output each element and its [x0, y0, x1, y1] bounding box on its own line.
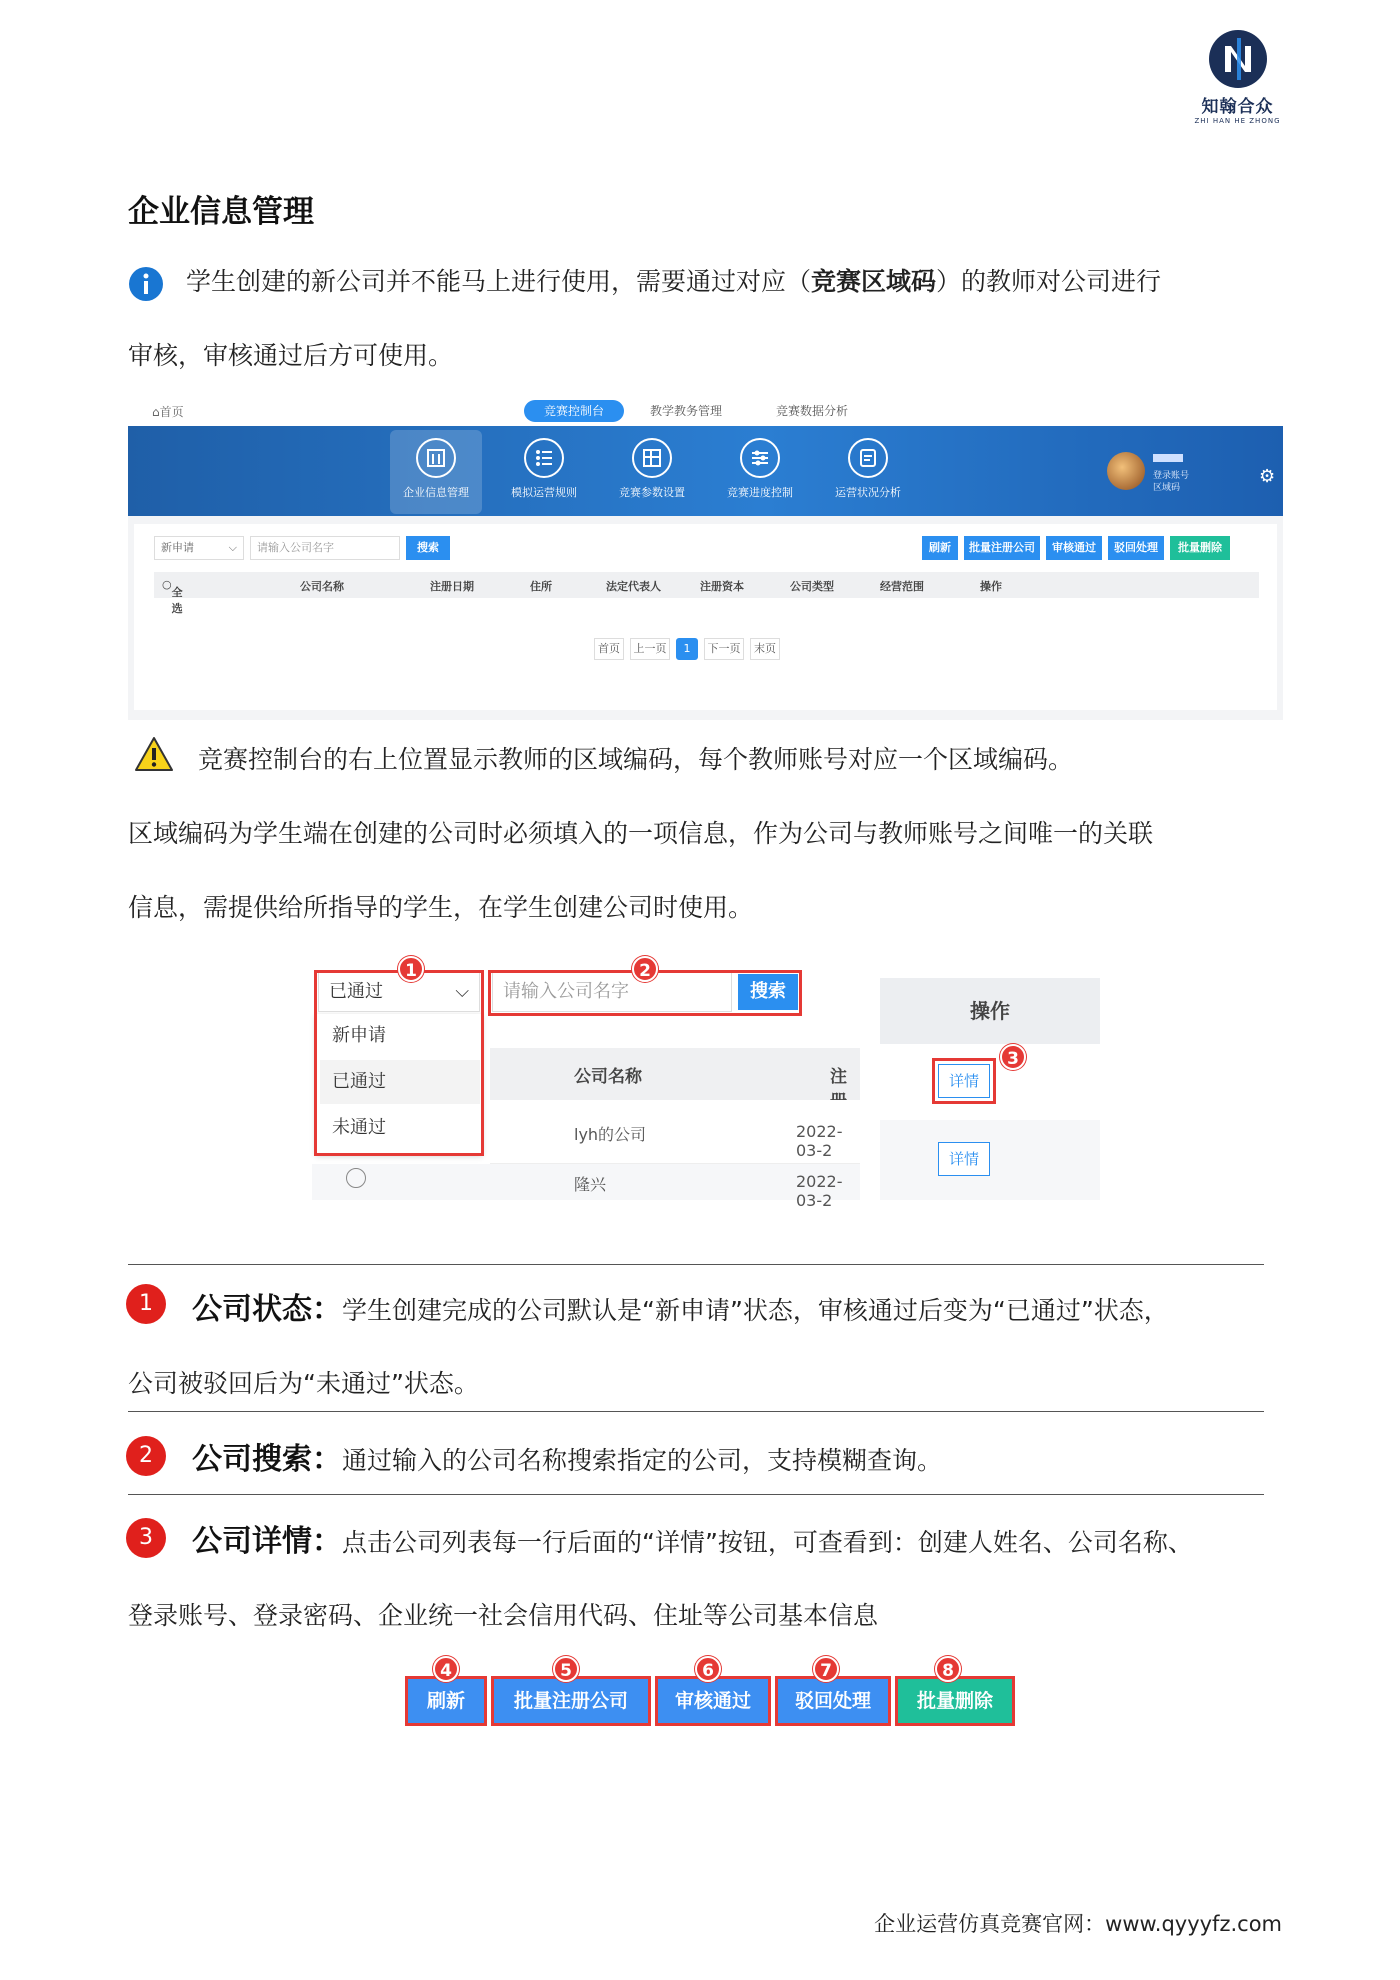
- company-search-input[interactable]: 请输入公司名字: [492, 972, 732, 1012]
- intro-line-1: [186, 264, 1161, 300]
- table-row[interactable]: [490, 1100, 860, 1164]
- teacher-info: [1093, 444, 1263, 498]
- point-number: 3: [126, 1518, 166, 1558]
- select-all-label: 全选: [171, 586, 183, 615]
- tab-console[interactable]: 竞赛控制台: [524, 400, 624, 422]
- pager-first[interactable]: 首页: [594, 638, 624, 660]
- refresh-button[interactable]: 刷新: [922, 536, 958, 560]
- point-number: 2: [126, 1436, 166, 1476]
- select-all-checkbox[interactable]: ○ 全选: [162, 578, 183, 615]
- col-operation: 操作: [980, 580, 1002, 593]
- detail-button[interactable]: 详情: [938, 1142, 990, 1176]
- nav-label: 运营状况分析: [835, 486, 901, 499]
- nav-company-info[interactable]: [390, 430, 482, 514]
- row-reg-date: 2022-03-2: [796, 1172, 843, 1210]
- refresh-button[interactable]: 刷新: [405, 1676, 487, 1726]
- warning-line-1: 竞赛控制台的右上位置显示教师的区域编码，每个教师账号对应一个区域编码。: [198, 745, 1074, 774]
- callout-badge-5: 5: [553, 1656, 579, 1682]
- warning-icon: [134, 736, 174, 772]
- col-legal-rep: 法定代表人: [606, 580, 661, 593]
- login-account-label: 登录账号: [1153, 471, 1190, 481]
- nav-label: 竞赛进度控制: [727, 486, 793, 499]
- nav-label: 竞赛参数设置: [619, 486, 685, 499]
- divider: [128, 1411, 1264, 1412]
- point-1-text: 学生创建完成的公司默认是“新申请”状态，审核通过后变为“已通过”状态，: [342, 1296, 1169, 1325]
- reject-button[interactable]: 驳回处理: [1108, 536, 1164, 560]
- dropdown-option-approved[interactable]: 已通过: [320, 1060, 480, 1104]
- col-reg-date: 注册日期: [430, 580, 474, 593]
- logo-mark-icon: [1207, 28, 1269, 90]
- report-icon: [848, 438, 888, 478]
- search-button[interactable]: 搜索: [406, 536, 450, 560]
- batch-delete-button[interactable]: 批量删除: [1170, 536, 1230, 560]
- status-select[interactable]: [154, 536, 244, 560]
- point-2-title: 公司搜索：: [192, 1442, 342, 1477]
- point-2-text: 通过输入的公司名称搜索指定的公司，支持模糊查询。: [342, 1446, 943, 1475]
- table-row[interactable]: [312, 1164, 860, 1210]
- intro-text-bold: 竞赛区域码: [811, 267, 937, 296]
- point-2-line-1: [192, 1440, 942, 1481]
- point-3-line-1: [192, 1522, 1193, 1563]
- gear-icon[interactable]: ⚙: [1259, 466, 1276, 487]
- callout-badge-3: 3: [1000, 1044, 1026, 1070]
- status-select-value: 新申请: [161, 541, 194, 554]
- nav-banner: [128, 426, 1283, 516]
- company-logo: [1190, 28, 1285, 123]
- list-icon: [524, 438, 564, 478]
- col-capital: 注册资本: [700, 580, 744, 593]
- row-company-name: 隆兴: [574, 1175, 607, 1194]
- warning-line-3: 信息，需提供给所指导的学生，在学生创建公司时使用。: [128, 893, 754, 922]
- callout-badge-2: 2: [632, 956, 658, 982]
- tab-teaching[interactable]: 教学教务管理: [649, 404, 722, 418]
- dropdown-option-rejected[interactable]: 未通过: [332, 1117, 386, 1138]
- home-label: 首页: [159, 405, 184, 419]
- row-reg-date: 2022-03-2: [796, 1122, 843, 1160]
- avatar: [1107, 452, 1145, 490]
- point-1-line-1: [192, 1290, 1169, 1331]
- col-scope: 经营范围: [880, 580, 924, 593]
- zoom-col-date: 注: [830, 1067, 847, 1087]
- point-1-line-2: 公司被驳回后为“未通过”状态。: [128, 1369, 479, 1398]
- pager-prev[interactable]: 上一页: [630, 638, 670, 660]
- row-company-name: lyh的公司: [574, 1125, 647, 1144]
- nav-progress[interactable]: [714, 430, 806, 514]
- point-1-title: 公司状态：: [192, 1292, 342, 1327]
- logo-name-en: ZHI HAN HE ZHONG: [1194, 117, 1281, 125]
- detail-button[interactable]: 详情: [938, 1064, 990, 1098]
- col-company-name: 公司名称: [300, 580, 344, 593]
- callout-badge-6: 6: [695, 1656, 721, 1682]
- callout-badge-1: 1: [398, 956, 424, 982]
- nav-rules[interactable]: [498, 430, 590, 514]
- company-table-panel: [134, 524, 1277, 710]
- batch-register-button[interactable]: 批量注册公司: [491, 1676, 651, 1726]
- zoom-table-header: [490, 1048, 860, 1100]
- highlight-box-3: [932, 1058, 996, 1104]
- home-link[interactable]: ⌂首页: [152, 405, 184, 419]
- callout-badge-4: 4: [433, 1656, 459, 1682]
- point-number: 1: [126, 1284, 166, 1324]
- top-bar: [128, 394, 1283, 426]
- grid-icon: [632, 438, 672, 478]
- callout-badge-8: 8: [935, 1656, 961, 1682]
- approve-button[interactable]: 审核通过: [655, 1676, 771, 1726]
- sliders-icon: [740, 438, 780, 478]
- point-3-title: 公司详情：: [192, 1524, 342, 1559]
- chevron-down-icon: ⌵: [455, 981, 469, 1002]
- region-code-label: 区域码: [1153, 483, 1181, 493]
- zoom-screenshot: [312, 960, 1102, 1210]
- operation-cell: [880, 1120, 1100, 1200]
- reject-button[interactable]: 驳回处理: [775, 1676, 891, 1726]
- building-icon: [416, 438, 456, 478]
- divider: [128, 1264, 1264, 1265]
- col-type: 公司类型: [790, 580, 834, 593]
- pager-last[interactable]: 末页: [750, 638, 780, 660]
- callout-badge-7: 7: [813, 1656, 839, 1682]
- nav-label: 模拟运营规则: [511, 486, 577, 499]
- divider: [128, 1494, 1264, 1495]
- highlight-box-1: [314, 970, 484, 1156]
- point-3-text: 点击公司列表每一行后面的“详情”按钮，可查看到：创建人姓名、公司名称、: [342, 1528, 1193, 1557]
- approve-button[interactable]: 审核通过: [1046, 536, 1102, 560]
- operation-header: 操作: [880, 978, 1100, 1044]
- batch-delete-button[interactable]: 批量删除: [895, 1676, 1015, 1726]
- nav-operation[interactable]: [822, 430, 914, 514]
- point-3-line-2: 登录账号、登录密码、企业统一社会信用代码、住址等公司基本信息: [128, 1601, 879, 1630]
- username-blur: [1153, 454, 1183, 462]
- intro-text-pre: 学生创建的新公司并不能马上进行使用，需要通过对应（: [186, 267, 812, 296]
- dropdown-option-new[interactable]: 新申请: [332, 1025, 386, 1046]
- batch-register-button[interactable]: 批量注册公司: [964, 536, 1040, 560]
- console-screenshot: [128, 394, 1283, 720]
- search-button[interactable]: 搜索: [738, 974, 798, 1010]
- nav-params[interactable]: [606, 430, 698, 514]
- table-header: [154, 572, 1259, 615]
- footer-website: 企业运营仿真竞赛官网：www.qyyyfz.com: [874, 1912, 1282, 1936]
- col-address: 住所: [530, 580, 552, 593]
- info-icon: [128, 266, 164, 302]
- chevron-down-icon: ⌵: [228, 541, 237, 554]
- warning-line-2: 区域编码为学生端在创建的公司时必须填入的一项信息，作为公司与教师账号之间唯一的关联: [128, 819, 1154, 848]
- logo-name-cn: 知翰合众: [1201, 97, 1274, 117]
- row-radio[interactable]: [346, 1168, 366, 1188]
- pager-current[interactable]: 1: [676, 638, 698, 660]
- tab-analytics[interactable]: 竞赛数据分析: [775, 404, 848, 418]
- pager-next[interactable]: 下一页: [704, 638, 744, 660]
- status-select-value: 已通过: [329, 981, 383, 1002]
- action-button-strip: [405, 1656, 1015, 1730]
- intro-line-2: 审核，审核通过后方可使用。: [128, 341, 454, 370]
- intro-text-post: ）的教师对公司进行: [936, 267, 1162, 296]
- page-title: 企业信息管理: [128, 194, 314, 230]
- nav-label: 企业信息管理: [403, 486, 469, 499]
- company-search-input[interactable]: 请输入公司名字: [250, 536, 400, 560]
- zoom-col-name: 公司名称: [574, 1067, 642, 1087]
